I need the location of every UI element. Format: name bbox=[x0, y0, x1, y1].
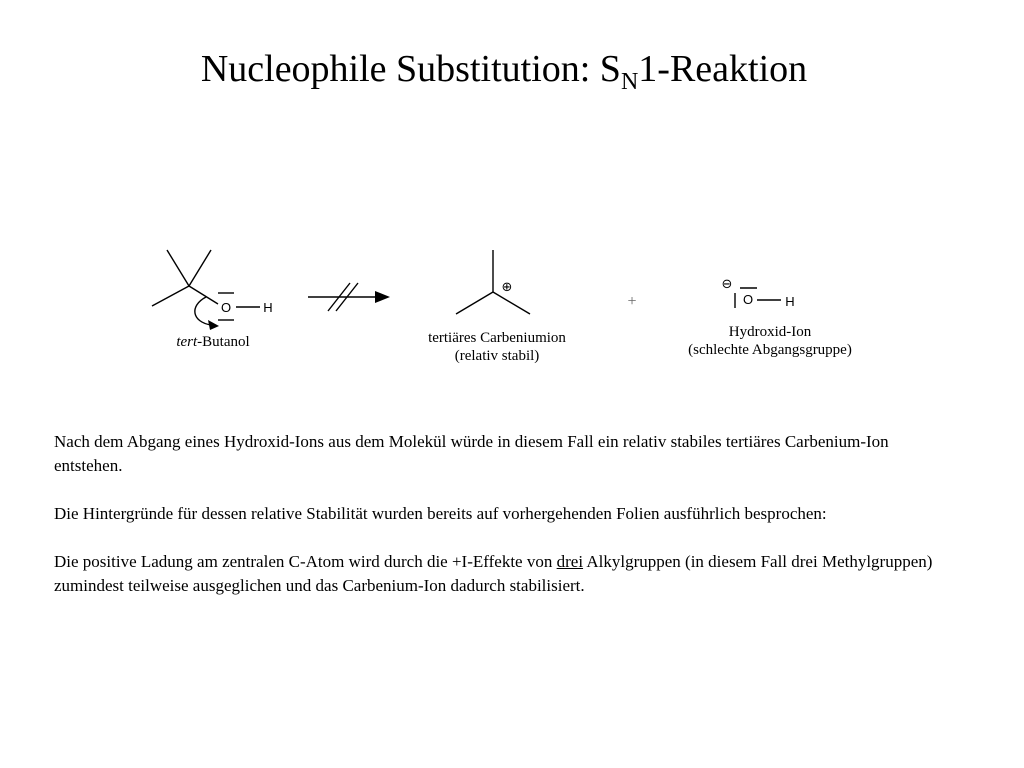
paragraph-3-start: Die positive Ladung am zentralen C-Atom wird durch die +I-Effekte von bbox=[54, 552, 557, 571]
hydroxide-label-line2: (schlechte Abgangsgruppe) bbox=[688, 342, 852, 358]
tert-butanol-structure bbox=[152, 250, 260, 320]
carbenium-ion-structure bbox=[456, 250, 530, 314]
paragraph-3 bbox=[54, 550, 934, 598]
paragraph-1: Nach dem Abgang eines Hydroxid-Ions aus dem Molekül würde in diesem Fall ein relativ stabiles tertiäres Carbenium-Ion entstehen. bbox=[54, 432, 889, 475]
hydroxide-hydrogen-atom: H bbox=[785, 294, 795, 309]
hydroxide-ion-structure bbox=[735, 288, 781, 308]
reactant-oxygen-atom: O bbox=[220, 300, 232, 315]
tert-prefix: tert bbox=[176, 334, 198, 350]
tert-butanol-label bbox=[148, 333, 278, 351]
paragraph-2: Die Hintergründe für dessen relative Stabilität wurden bereits auf vorhergehenden Folien ausführlich besprochen: bbox=[54, 504, 827, 523]
plus-sign: + bbox=[627, 293, 637, 310]
carbenium-ion-label bbox=[397, 329, 597, 365]
positive-charge-icon: ⊕ bbox=[501, 280, 513, 295]
negative-charge-icon: ⊖ bbox=[721, 277, 733, 292]
title-main: Nucleophile Substitution: S bbox=[200, 48, 621, 90]
title-subscript: N bbox=[620, 69, 639, 95]
reactant-hydrogen-atom: H bbox=[263, 300, 273, 315]
title-suffix: 1-Reaktion bbox=[638, 48, 808, 90]
hydroxide-oxygen-atom: O bbox=[742, 292, 754, 307]
underlined-drei: drei bbox=[556, 552, 584, 571]
hydroxide-ion-label bbox=[665, 323, 875, 359]
carbenium-label-line1: tertiäres Carbeniumion bbox=[428, 330, 566, 346]
crossed-reaction-arrow-icon bbox=[308, 283, 390, 311]
carbenium-label-line2: (relativ stabil) bbox=[454, 348, 540, 364]
explanation-text bbox=[54, 430, 934, 622]
hydroxide-label-line1: Hydroxid-Ion bbox=[728, 324, 812, 340]
butanol-text: -Butanol bbox=[197, 334, 250, 350]
paragraph-3-end: Alkylgruppen (in diesem Fall drei Methylgruppen) zumindest teilweise ausgeglichen und das Carbenium-Ion dadurch stabilisiert. bbox=[54, 552, 933, 595]
